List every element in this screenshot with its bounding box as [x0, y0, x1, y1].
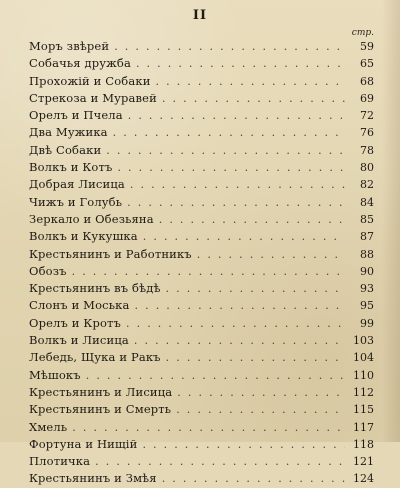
- toc-row: [29, 453, 374, 470]
- toc-row: [29, 211, 374, 228]
- dot-leader: [114, 38, 345, 55]
- page-fold-shadow: [382, 0, 400, 442]
- toc-page: 84: [360, 195, 374, 209]
- dot-leader: [156, 73, 345, 90]
- dot-leader: [162, 470, 345, 487]
- toc-row: [29, 194, 374, 211]
- toc-title: Волкъ и Кукушка: [29, 229, 138, 244]
- toc-title: Крестьянинъ и Смерть: [29, 402, 172, 417]
- toc-page: 82: [360, 178, 374, 192]
- dot-leader: [72, 419, 345, 436]
- toc-page: 118: [353, 437, 374, 451]
- toc-title: Фортуна и Нищій: [29, 436, 138, 451]
- toc-page: 68: [360, 74, 374, 88]
- toc-page: 80: [360, 161, 374, 175]
- toc-row: [29, 280, 374, 297]
- toc-row: [29, 142, 374, 159]
- toc-page: 124: [353, 472, 374, 486]
- toc-row: [29, 332, 374, 349]
- toc-page: 59: [360, 40, 374, 53]
- toc-page: 85: [360, 212, 374, 226]
- toc-row: [29, 159, 374, 176]
- dot-leader: [134, 332, 345, 349]
- toc-page: 87: [360, 230, 374, 244]
- toc-title: Добрая Лисица: [29, 177, 125, 192]
- toc-title: Двѣ Собаки: [29, 142, 102, 157]
- toc-title: Стрекоза и Муравей: [29, 90, 157, 105]
- toc-title: Крестьянинъ и Змѣя: [29, 471, 157, 486]
- toc-page: 72: [360, 109, 374, 123]
- toc-title: Прохожій и Собаки: [29, 73, 151, 88]
- dot-leader: [106, 142, 345, 159]
- dot-leader: [197, 246, 345, 263]
- page-column-header: стр.: [351, 28, 374, 38]
- toc-title: Крестьянинъ и Работникъ: [29, 246, 192, 261]
- toc-row: [29, 436, 374, 453]
- toc-row: [29, 55, 374, 72]
- toc-title: Два Мужика: [29, 125, 108, 140]
- toc-page: 117: [353, 420, 374, 434]
- dot-leader: [166, 349, 345, 366]
- dot-leader: [130, 176, 345, 193]
- dot-leader: [86, 367, 345, 384]
- toc-row: [29, 315, 374, 332]
- dot-leader: [162, 90, 345, 107]
- toc-row: [29, 419, 374, 436]
- toc-title: Крестьянинъ и Лисица: [29, 384, 173, 399]
- dot-leader: [128, 107, 345, 124]
- toc-page: 112: [353, 385, 374, 399]
- toc-page: 121: [353, 455, 374, 469]
- dot-leader: [176, 401, 345, 418]
- toc-row: [29, 90, 374, 107]
- toc-page: 69: [360, 91, 374, 105]
- toc-title: Хмель: [29, 419, 68, 434]
- toc-page: 110: [353, 368, 374, 382]
- toc-page: 115: [353, 403, 374, 417]
- dot-leader: [136, 55, 345, 72]
- toc-page: 76: [360, 126, 374, 140]
- toc-title: Чижъ и Голубь: [29, 194, 123, 209]
- toc-row: [29, 228, 374, 245]
- toc-page: 95: [360, 299, 374, 313]
- toc-page: 65: [360, 57, 374, 71]
- toc-title: Волкъ и Котъ: [29, 160, 113, 175]
- dot-leader: [159, 211, 345, 228]
- toc-title: Плотичка: [29, 454, 91, 469]
- dot-leader: [166, 280, 345, 297]
- toc-row: [29, 470, 374, 487]
- toc-title: Обозъ: [29, 263, 67, 278]
- dot-leader: [142, 436, 345, 453]
- dot-leader: [117, 159, 345, 176]
- toc-title: Волкъ и Лисица: [29, 333, 129, 348]
- toc-page: 93: [360, 282, 374, 296]
- toc-page: 88: [360, 247, 374, 261]
- dot-leader: [126, 315, 345, 332]
- dot-leader: [113, 124, 345, 141]
- toc-page: 99: [360, 316, 374, 330]
- toc-title: Собачья дружба: [29, 56, 131, 71]
- toc-title: Моръ звѣрей: [29, 39, 110, 53]
- toc-row: [29, 297, 374, 314]
- toc-row: [29, 384, 374, 401]
- dot-leader: [143, 228, 345, 245]
- table-of-contents: [29, 38, 374, 488]
- toc-row: [29, 401, 374, 418]
- toc-row: [29, 367, 374, 384]
- dot-leader: [127, 194, 345, 211]
- toc-page: 78: [360, 143, 374, 157]
- toc-page: 104: [353, 351, 374, 365]
- dot-leader: [177, 384, 345, 401]
- toc-row: [29, 349, 374, 366]
- toc-title: Крестьянинъ въ бѣдѣ: [29, 281, 161, 296]
- toc-title: Слонъ и Моська: [29, 298, 130, 313]
- toc-title: Мѣшокъ: [29, 367, 81, 382]
- toc-row: [29, 124, 374, 141]
- toc-row: [29, 246, 374, 263]
- toc-row: [29, 38, 374, 55]
- dot-leader: [95, 453, 345, 470]
- toc-row: [29, 73, 374, 90]
- toc-row: [29, 107, 374, 124]
- toc-title: Орелъ и Пчела: [29, 108, 123, 123]
- page-number: II: [192, 8, 208, 23]
- toc-row: [29, 263, 374, 280]
- toc-page: 103: [353, 334, 374, 348]
- toc-title: Зеркало и Обезьяна: [29, 211, 154, 226]
- dot-leader: [72, 263, 345, 280]
- toc-title: Лебедь, Щука и Ракъ: [29, 350, 161, 365]
- toc-title: Орелъ и Кротъ: [29, 315, 122, 330]
- toc-page: 90: [360, 264, 374, 278]
- dot-leader: [135, 297, 345, 314]
- toc-row: [29, 176, 374, 193]
